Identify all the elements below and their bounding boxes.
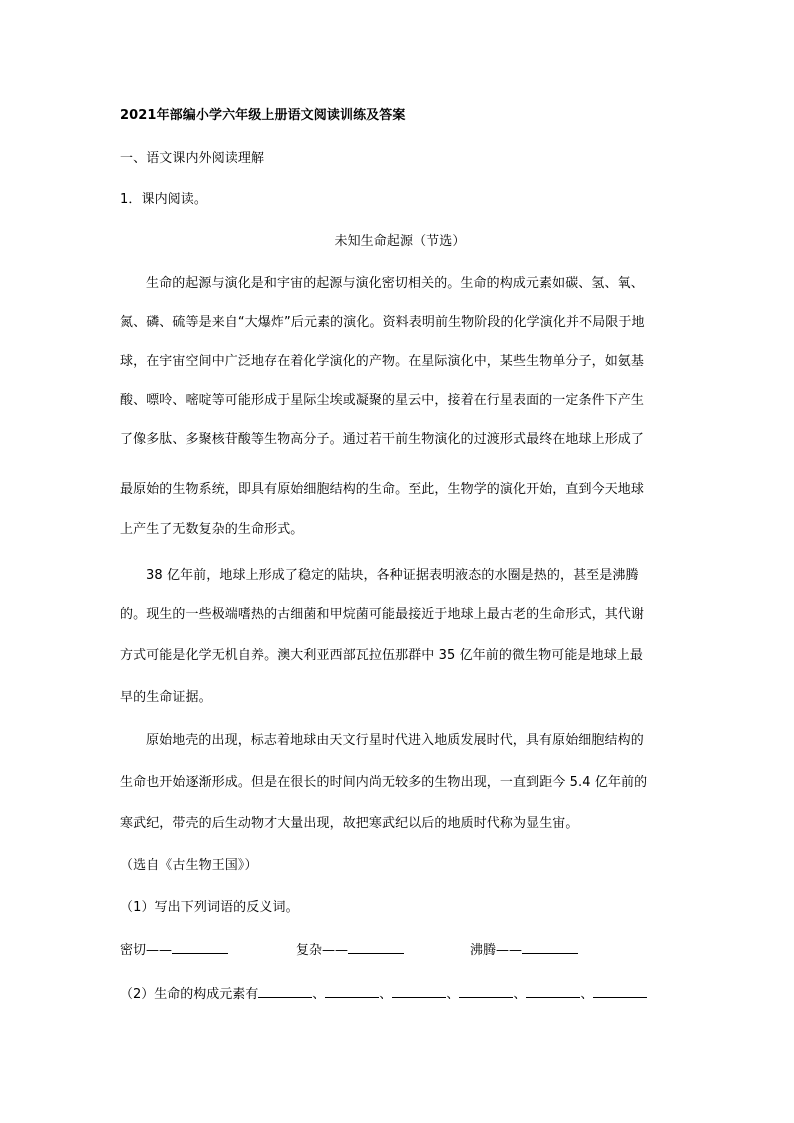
antonym-word: 沸腾—— [470,943,523,958]
source-note: （选自《古生物王国》） [120,858,258,873]
question-intro: 1．课内阅读。 [120,192,207,207]
element-blank[interactable] [392,983,446,998]
question-2-row [120,983,680,1003]
blank-separator: 、 [379,987,393,1002]
paragraph-3-line-2: 生命也开始逐渐形成。但是在很长的时间内尚无较多的生物出现，一直到距今 5.4 亿年前的 [120,775,648,790]
blank-separator: 、 [312,987,326,1002]
paragraph-1-line-1: 生命的起源与演化是和宇宙的起源与演化密切相关的。生命的构成元素如碳、氢、氧、 [146,276,644,291]
element-blank[interactable] [593,983,647,998]
blank-separator: 、 [446,987,460,1002]
paragraph-1-line-5: 了像多肽、多聚核苷酸等生物高分子。通过若干前生物演化的过渡形式最终在地球上形成了 [120,432,645,447]
antonym-blank[interactable] [522,939,578,954]
paragraph-1-line-6: 最原始的生物系统，即具有原始细胞结构的生命。至此，生物学的演化开始，直到今天地球 [120,482,645,497]
antonym-item [296,939,404,961]
document-title: 2021年部编小学六年级上册语文阅读训练及答案 [120,108,406,123]
paragraph-1-line-2: 氮、磷、硫等是来自“大爆炸”后元素的演化。资料表明前生物阶段的化学演化并不局限于地 [120,315,645,330]
paragraph-3-line-3: 寒武纪，带壳的后生动物才大量出现，故把寒武纪以后的地质时代称为显生宙。 [120,816,579,831]
element-blank[interactable] [526,983,580,998]
antonym-item [120,939,228,961]
blank-separator: 、 [580,987,594,1002]
antonym-word: 复杂—— [296,943,349,958]
paragraph-3-line-1: 原始地壳的出现，标志着地球由天文行星时代进入地质发展时代，具有原始细胞结构的 [146,733,644,748]
element-blank[interactable] [459,983,513,998]
paragraph-2-line-4: 早的生命证据。 [120,690,212,705]
antonym-blank[interactable] [348,939,404,954]
element-blank[interactable] [258,983,312,998]
paragraph-1-line-7: 上产生了无数复杂的生命形式。 [120,522,304,537]
paragraph-2-line-1: 38 亿年前，地球上形成了稳定的陆块，各种证据表明液态的水圈是热的，甚至是沸腾 [146,568,639,583]
question-1: （1）写出下列词语的反义词。 [120,900,299,915]
antonym-row [120,939,680,959]
antonym-blank[interactable] [172,939,228,954]
antonym-word: 密切—— [120,943,173,958]
section-heading: 一、语文课内外阅读理解 [120,151,265,166]
paragraph-2-line-3: 方式可能是化学无机自养。澳大利亚西部瓦拉伍那群中 35 亿年前的微生物可能是地球上最 [120,648,644,663]
passage-title: 未知生命起源（节选） [334,234,466,249]
element-blank[interactable] [325,983,379,998]
paragraph-1-line-4: 酸、嘌呤、嘧啶等可能形成于星际尘埃或凝聚的星云中，接着在行星表面的一定条件下产生 [120,393,645,408]
paragraph-2-line-2: 的。现生的一些极端嗜热的古细菌和甲烷菌可能最接近于地球上最古老的生命形式，其代谢 [120,607,645,622]
question-2: （2）生命的构成元素有 [120,987,259,1002]
paragraph-1-line-3: 球，在宇宙空间中广泛地存在着化学演化的产物。在星际演化中，某些生物单分子，如氨基 [120,354,645,369]
blank-separator: 、 [513,987,527,1002]
antonym-item [470,939,578,961]
